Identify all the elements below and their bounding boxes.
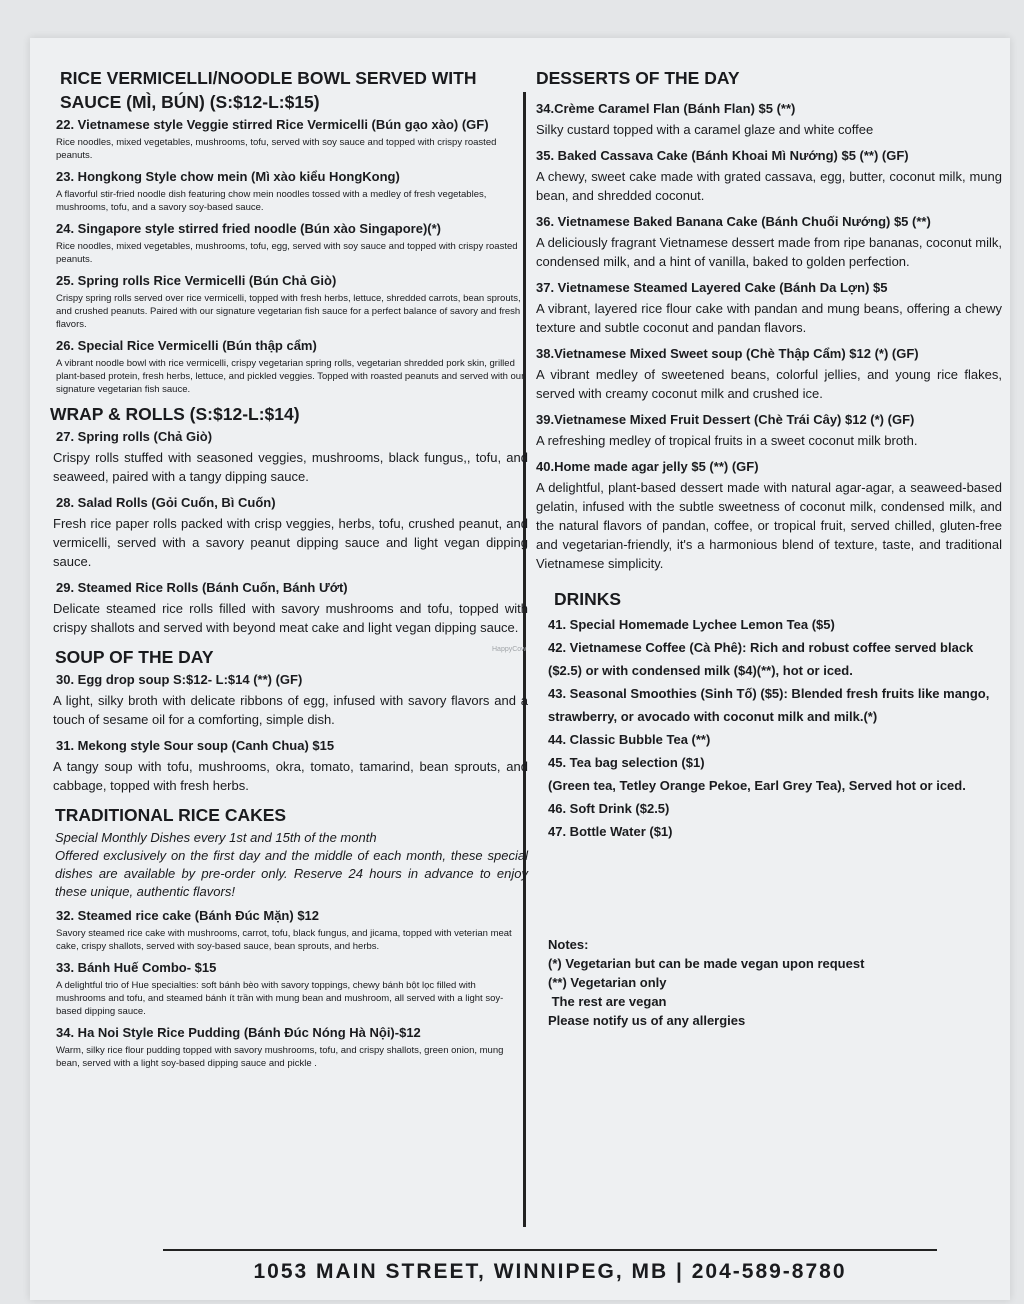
item-desc: Fresh rice paper rolls packed with crisp veggies, herbs, tofu, crushed peanut, and vermicelli, served with a savory peanut dipping sauce and light vegan dipping sauce.	[53, 516, 528, 569]
section-subtitle: Special Monthly Dishes every 1st and 15th of the month	[55, 830, 377, 845]
section-wrap-rolls	[50, 402, 528, 637]
notes-block	[536, 935, 1002, 1030]
item-desc: A deliciously fragrant Vietnamese dessert made from ripe bananas, coconut milk, condensed milk, and a hint of vanilla, baked to golden perfection.	[536, 235, 1002, 269]
menu-item	[50, 220, 528, 266]
item-desc: A light, silky broth with delicate ribbons of egg, infused with savory flavors and a touch of sesame oil for a comforting, simple dish.	[53, 693, 528, 727]
item-desc: A vibrant medley of sweetened beans, colorful jellies, and young rice flakes, served with creamy coconut milk and crushed ice.	[536, 367, 1002, 401]
item-name: 33. Bánh Huế Combo- $15	[56, 960, 217, 975]
menu-item	[536, 279, 1002, 337]
item-desc: Warm, silky rice flour pudding topped with savory mushrooms, tofu, and crispy shallots, green onion, mung bean, served with a light soy-based dipping sauce and pickle .	[56, 1045, 504, 1069]
menu-item	[50, 907, 528, 953]
menu-item	[50, 959, 528, 1018]
menu-item	[536, 458, 1002, 573]
section-title: DRINKS	[554, 589, 622, 609]
drinks-list	[536, 613, 1002, 843]
left-column	[50, 66, 528, 1076]
watermark: HappyCow	[492, 646, 527, 653]
menu-item	[50, 494, 528, 571]
section-title: TRADITIONAL RICE CAKES	[55, 805, 287, 825]
item-name: 34.Crème Caramel Flan (Bánh Flan) $5 (**)	[536, 101, 796, 116]
item-desc: A tangy soup with tofu, mushrooms, okra, tomato, tamarind, bean sprouts, and cabbage, topped with fresh herbs.	[53, 759, 528, 793]
drink-item: (Green tea, Tetley Orange Pekoe, Earl Grey Tea), Served hot or iced.	[548, 778, 966, 793]
section-soup	[50, 645, 528, 795]
item-desc: Rice noodles, mixed vegetables, mushrooms, tofu, egg, served with soy sauce and topped with crispy roasted peanuts.	[56, 241, 518, 265]
drink-item: 41. Special Homemade Lychee Lemon Tea ($5)	[548, 617, 835, 632]
menu-item	[50, 168, 528, 214]
item-name: 29. Steamed Rice Rolls (Bánh Cuốn, Bánh Ướt)	[56, 580, 348, 595]
section-title: DESSERTS OF THE DAY	[536, 68, 740, 88]
item-name: 39.Vietnamese Mixed Fruit Dessert (Chè Trái Cây) $12 (*) (GF)	[536, 412, 915, 427]
item-name: 22. Vietnamese style Veggie stirred Rice Vermicelli (Bún gạo xào) (GF)	[56, 117, 489, 132]
item-name: 24. Singapore style stirred fried noodle (Bún xào Singapore)(*)	[56, 221, 442, 236]
drink-item: 44. Classic Bubble Tea (**)	[548, 732, 711, 747]
menu-item	[50, 1024, 528, 1070]
item-desc: Crispy spring rolls served over rice vermicelli, topped with fresh herbs, lettuce, shredded carrots, bean sprouts, and crushed peanuts. Paired with our signature vegetarian fish sauce for a perfect balance of savory and fresh flavors.	[56, 293, 521, 330]
item-desc: A vibrant noodle bowl with rice vermicelli, crispy vegetarian spring rolls, vegetarian shredded pork skin, grilled plant-based protein, fresh herbs, lettuce, and pickled veggies. Topped with roasted peanuts and served with our signature vegetarian fish sauce.	[56, 358, 525, 395]
section-rice-cakes	[50, 803, 528, 1070]
drink-item: 47. Bottle Water ($1)	[548, 824, 673, 839]
menu-item	[50, 428, 528, 486]
note-line: (*) Vegetarian but can be made vegan upon request	[548, 956, 865, 971]
item-desc: A delightful trio of Hue specialties: soft bánh bèo with savory toppings, chewy bánh bột lọc filled with mushrooms and tofu, and steamed bánh ít trần with mung bean and mushroom, all served with a light soy-based dipping sauce.	[56, 980, 504, 1017]
item-name: 35. Baked Cassava Cake (Bánh Khoai Mì Nướng) $5 (**) (GF)	[536, 148, 909, 163]
item-name: 38.Vietnamese Mixed Sweet soup (Chè Thập Cẩm) $12 (*) (GF)	[536, 346, 919, 361]
item-desc: Delicate steamed rice rolls filled with savory mushrooms and tofu, topped with crispy shallots and served with beyond meat cake and light vegan dipping sauce.	[53, 601, 528, 635]
item-name: 34. Ha Noi Style Rice Pudding (Bánh Đúc Nóng Hà Nội)-$12	[56, 1025, 421, 1040]
item-desc: A refreshing medley of tropical fruits in a sweet coconut milk broth.	[536, 433, 918, 448]
item-name: 30. Egg drop soup S:$12- L:$14 (**) (GF)	[56, 672, 303, 687]
menu-item	[536, 100, 1002, 139]
section-intro: Offered exclusively on the first day and the middle of each month, these special dishes are available by pre-order only. Reserve 24 hours in advance to enjoy these unique, authentic flavors!	[55, 848, 528, 899]
item-name: 36. Vietnamese Baked Banana Cake (Bánh Chuối Nướng) $5 (**)	[536, 214, 931, 229]
section-rice-vermicelli	[50, 66, 528, 396]
drink-item: 46. Soft Drink ($2.5)	[548, 801, 670, 816]
menu-item	[50, 116, 528, 162]
note-line: (**) Vegetarian only	[548, 975, 667, 990]
section-title: RICE VERMICELLI/NOODLE BOWL SERVED WITH SAUCE (MÌ, BÚN) (S:$12-L:$15)	[60, 68, 477, 112]
notes-title: Notes:	[548, 937, 589, 952]
menu-item	[536, 213, 1002, 271]
menu-item	[50, 337, 528, 396]
drink-item: 45. Tea bag selection ($1)	[548, 755, 705, 770]
footer-divider	[163, 1249, 937, 1251]
item-name: 40.Home made agar jelly $5 (**) (GF)	[536, 459, 759, 474]
note-line: Please notify us of any allergies	[548, 1013, 746, 1028]
item-name: 26. Special Rice Vermicelli (Bún thập cẩm)	[56, 338, 317, 353]
menu-item	[50, 671, 528, 729]
menu-item	[536, 411, 1002, 450]
menu-item	[50, 579, 528, 637]
section-drinks	[536, 587, 1002, 843]
menu-item	[50, 272, 528, 331]
item-name: 32. Steamed rice cake (Bánh Đúc Mặn) $12	[56, 908, 320, 923]
item-desc: A flavorful stir-fried noodle dish featuring chow mein noodles tossed with a medley of fresh vegetables, mushrooms, tofu, and a savory soy-based sauce.	[56, 189, 487, 213]
item-desc: Rice noodles, mixed vegetables, mushrooms, tofu, served with soy sauce and topped with crispy roasted peanuts.	[56, 137, 497, 161]
section-title: SOUP OF THE DAY	[55, 647, 214, 667]
item-desc: Savory steamed rice cake with mushrooms, carrot, tofu, black fungus, and jicama, topped with veterian meat cake, crispy shallots, served with soy-based sauce, bean sprouts, and herbs.	[56, 928, 512, 952]
right-column	[536, 66, 1002, 1030]
item-desc: Silky custard topped with a caramel glaze and white coffee	[536, 122, 874, 137]
item-desc: Crispy rolls stuffed with seasoned veggies, mushrooms, black fungus,, tofu, and seaweed, paired with a tangy dipping sauce.	[53, 450, 528, 484]
item-name: 25. Spring rolls Rice Vermicelli (Bún Chả Giò)	[56, 273, 337, 288]
item-desc: A vibrant, layered rice flour cake with pandan and mung beans, offering a chewy texture and subtle coconut and pandan flavors.	[536, 301, 1002, 335]
menu-item	[50, 737, 528, 795]
note-line: The rest are vegan	[548, 994, 667, 1009]
footer-address: 1053 MAIN STREET, WINNIPEG, MB | 204-589-8780	[253, 1260, 847, 1283]
item-name: 28. Salad Rolls (Gỏi Cuốn, Bì Cuốn)	[56, 495, 276, 510]
item-name: 27. Spring rolls (Chả Giò)	[56, 429, 213, 444]
menu-item	[536, 147, 1002, 205]
section-title: WRAP & ROLLS (S:$12-L:$14)	[50, 404, 300, 424]
item-name: 31. Mekong style Sour soup (Canh Chua) $15	[56, 738, 335, 753]
drink-item: 43. Seasonal Smoothies (Sinh Tố) ($5): Blended fresh fruits like mango, strawberry, or avocado with coconut milk and milk.(*)	[548, 686, 990, 724]
item-desc: A delightful, plant-based dessert made with natural agar-agar, a seaweed-based gelatin, infused with the subtle sweetness of coconut milk, condensed milk, and the natural flavors of pandan, coffee, or tropical fruit, served chilled, gluten-free and vegetarian-friendly, it's a harmonious blend of texture, taste, and traditional Vietnamese simplicity.	[536, 480, 1002, 571]
drink-item: 42. Vietnamese Coffee (Cà Phê): Rich and robust coffee served black ($2.5) or with condensed milk ($4)(**), hot or iced.	[548, 640, 974, 678]
item-desc: A chewy, sweet cake made with grated cassava, egg, butter, coconut milk, mung bean, and shredded coconut.	[536, 169, 1002, 203]
menu-item	[536, 345, 1002, 403]
item-name: 37. Vietnamese Steamed Layered Cake (Bánh Da Lợn) $5	[536, 280, 888, 295]
section-desserts	[536, 66, 1002, 573]
item-name: 23. Hongkong Style chow mein (Mì xào kiểu HongKong)	[56, 169, 400, 184]
